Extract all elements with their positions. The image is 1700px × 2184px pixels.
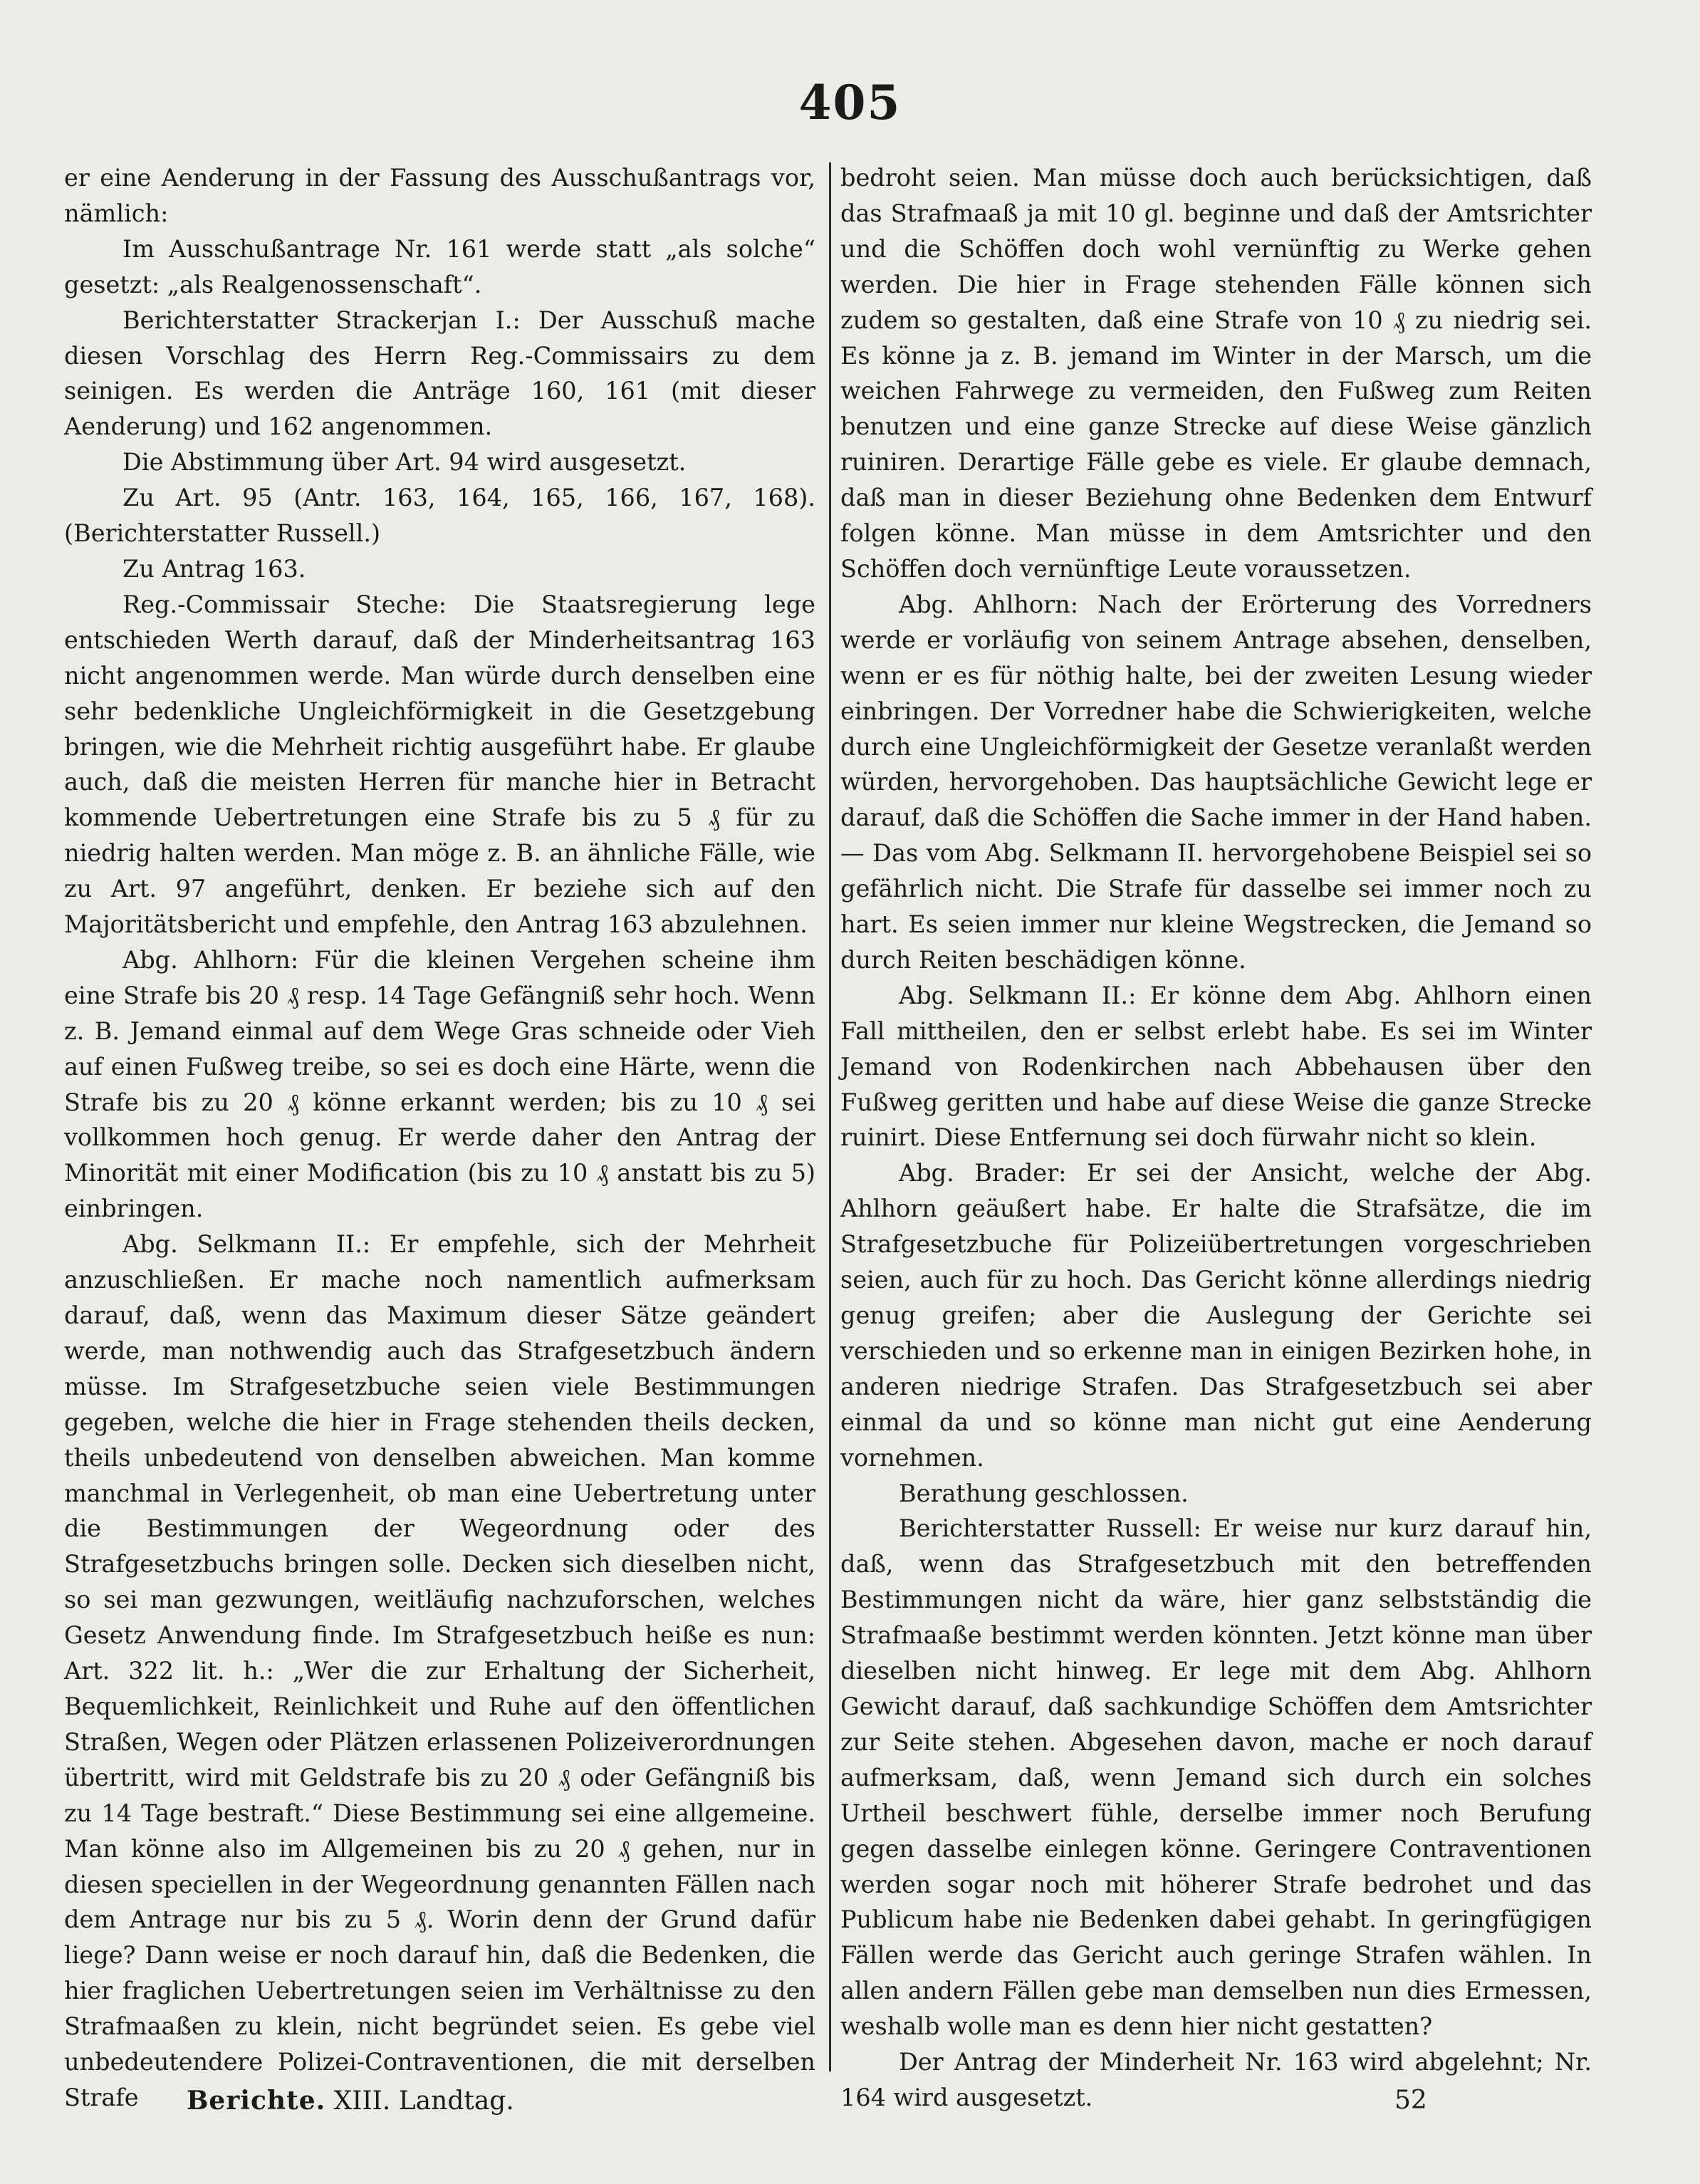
paragraph: Zu Art. 95 (Antr. 163, 164, 165, 166, 167, 168). (Berichterstatter Russell.) (64, 484, 815, 548)
right-column (840, 160, 1592, 2116)
paragraph: Berichterstatter Russell: Er weise nur kurz darauf hin, daß, wenn das Strafgesetzbuch mit den betreffenden Bestimmungen nicht da wäre, hier ganz selbstständig die Strafmaaße bestimmt werden könnten. Jetzt könne man über dieselben nicht hinweg. Er lege mit dem Abg. Ahlhorn Gewicht darauf, daß sachkundige Schöffen dem Amtsrichter zur Seite stehen. Abgesehen davon, mache er noch darauf aufmerksam, daß, wenn Jemand sich durch ein solches Urtheil beschwert fühle, derselbe immer noch Berufung gegen dasselbe einlegen könne. Geringere Contraventionen werden sogar noch mit höherer Strafe bedrohet und das Publicum habe nie Bedenken dabei gehabt. In geringfügigen Fällen werde das Gericht auch geringe Strafen wählen. In allen andern Fällen gebe man demselben nun dies Ermessen, weshalb wolle man es denn hier nicht gestatten? (840, 1514, 1592, 2041)
paragraph: Reg.-Commissair Steche: Die Staatsregierung lege entschieden Werth darauf, daß der Minderheitsantrag 163 nicht angenommen werde. Man würde durch denselben eine sehr bedenkliche Ungleichförmigkeit in die Gesetzgebung bringen, wie die Mehrheit richtig ausgeführt habe. Er glaube auch, daß die meisten Herren für manche hier in Betracht kommende Uebertretungen eine Strafe bis zu 5 ₰ für zu niedrig halten werden. Man möge z. B. an ähnliche Fälle, wie zu Art. 97 angeführt, denken. Er beziehe sich auf den Majoritätsbericht und empfehle, den Antrag 163 abzulehnen. (64, 590, 815, 939)
page-number: 405 (798, 75, 902, 130)
footer-title (187, 2086, 514, 2116)
paragraph: Abg. Ahlhorn: Nach der Erörterung des Vorredners werde er vorläufig von seinem Antrage absehen, denselben, wenn er es für nöthig halte, bei der zweiten Lesung wieder einbringen. Der Vorredner habe die Schwierigkeiten, welche durch eine Ungleichförmigkeit der Gesetze veranlaßt werden würden, hervorgehoben. Das hauptsächliche Gewicht lege er darauf, daß die Schöffen die Sache immer in der Hand haben. — Das vom Abg. Selkmann II. hervorgehobene Beispiel sei so gefährlich nicht. Die Strafe für dasselbe sei immer noch zu hart. Es seien immer nur kleine Wegstrecken, die Jemand so durch Reiten beschädigen könne. (840, 590, 1592, 974)
paragraph: er eine Aenderung in der Fassung des Ausschußantrags vor, nämlich: (64, 164, 815, 227)
footer-subtitle: XIII. Landtag. (333, 2086, 514, 2116)
paragraph: Die Abstimmung über Art. 94 wird ausgesetzt. (122, 448, 687, 477)
paragraph: Abg. Ahlhorn: Für die kleinen Vergehen scheine ihm eine Strafe bis 20 ₰ resp. 14 Tage Gefängniß sehr hoch. Wenn z. B. Jemand einmal auf dem Wege Gras schneide oder Vieh auf einen Fußweg treibe, so sei es doch eine Härte, wenn die Strafe bis zu 20 ₰ könne erkannt werden; bis zu 10 ₰ sei vollkommen hoch genug. Er werde daher den Antrag der Minorität mit einer Modification (bis zu 10 ₰ anstatt bis zu 5) einbringen. (64, 945, 815, 1223)
paragraph: Berathung geschlossen. (899, 1479, 1189, 1507)
paragraph: Der Antrag der Minderheit Nr. 163 wird abgelehnt; Nr. 164 wird ausgesetzt. (840, 2048, 1592, 2111)
left-column (64, 160, 815, 2116)
paragraph: Abg. Selkmann II.: Er empfehle, sich der Mehrheit anzuschließen. Er mache noch namentlich aufmerksam darauf, daß, wenn das Maximum dieser Sätze geändert werde, man nothwendig auch das Strafgesetzbuch ändern müsse. Im Strafgesetzbuche seien viele Bestimmungen gegeben, welche die hier in Frage stehenden theils decken, theils unbedeutend von denselben abweichen. Man komme manchmal in Verlegenheit, ob man eine Uebertretung unter die Bestimmungen der Wegeordnung oder des Strafgesetzbuchs bringen solle. Decken sich dieselben nicht, so sei man gezwungen, weitläufig nachzuforschen, welches Gesetz Anwendung finde. Im Strafgesetzbuch heiße es nun: Art. 322 lit. h.: „Wer die zur Erhaltung der Sicherheit, Bequemlichkeit, Reinlichkeit und Ruhe auf den öffentlichen Straßen, Wegen oder Plätzen erlassenen Polizeiverordnungen übertritt, wird mit Geldstrafe bis zu 20 ₰ oder Gefängniß bis zu 14 Tage bestraft.“ Diese Bestimmung sei eine allgemeine. Man könne also im Allgemeinen bis zu 20 ₰ gehen, nur in diesen speciellen in der Wegeordnung genannten Fällen nach dem Antrage nur bis zu 5 ₰. Worin denn der Grund dafür liege? Dann weise er noch darauf hin, daß die Bedenken, die hier fraglichen Uebertretungen seien im Verhältnisse zu den Strafmaaßen zu klein, nicht begründet seien. Es gebe viel unbedeutendere Polizei-Contraventionen, die mit derselben Strafe (64, 1230, 815, 2111)
sheet-signature: 52 (1394, 2086, 1427, 2115)
footer-title-bold: Berichte. (187, 2086, 326, 2116)
paragraph: Abg. Brader: Er sei der Ansicht, welche der Abg. Ahlhorn geäußert habe. Er halte die Strafsätze, die im Strafgesetzbuche für Polizeiübertretungen vorgeschrieben seien, auch für zu hoch. Das Gericht könne allerdings niedrig genug greifen; aber die Auslegung der Gerichte sei verschieden und so erkenne man in einigen Bezirken hohe, in anderen niedrige Strafen. Das Strafgesetzbuch sei aber einmal da und so könne man nicht gut eine Aenderung vornehmen. (840, 1159, 1592, 1472)
paragraph: Zu Antrag 163. (122, 554, 306, 583)
paragraph: Abg. Selkmann II.: Er könne dem Abg. Ahlhorn einen Fall mittheilen, den er selbst erlebt habe. Es sei im Winter Jemand von Rodenkirchen nach Abbehausen über den Fußweg geritten und habe auf diese Weise die ganze Strecke ruinirt. Diese Entfernung sei doch fürwahr nicht so klein. (840, 981, 1592, 1152)
paragraph: Im Ausschußantrage Nr. 161 werde statt „als solche“ gesetzt: „als Realgenossenschaft“. (64, 234, 815, 298)
column-divider (829, 162, 831, 2071)
paragraph: Berichterstatter Strackerjan I.: Der Ausschuß mache diesen Vorschlag des Herrn Reg.-Commissairs zu dem seinigen. Es werden die Anträge 160, 161 (mit dieser Aenderung) und 162 angenommen. (64, 306, 815, 441)
paragraph: bedroht seien. Man müsse doch auch berücksichtigen, daß das Strafmaaß ja mit 10 gl. beginne und daß der Amtsrichter und die Schöffen doch wohl vernünftig zu Werke gehen werden. Die hier in Frage stehenden Fälle können sich zudem so gestalten, daß eine Strafe von 10 ₰ zu niedrig sei. Es könne ja z. B. jemand im Winter in der Marsch, um die weichen Fahrwege zu vermeiden, den Fußweg zum Reiten benutzen und eine ganze Strecke auf diese Weise gänzlich ruiniren. Derartige Fälle gebe es viele. Er glaube demnach, daß man in dieser Beziehung ohne Bedenken dem Entwurf folgen könne. Man müsse in dem Amtsrichter und den Schöffen doch vernünftige Leute voraussetzen. (840, 164, 1592, 583)
